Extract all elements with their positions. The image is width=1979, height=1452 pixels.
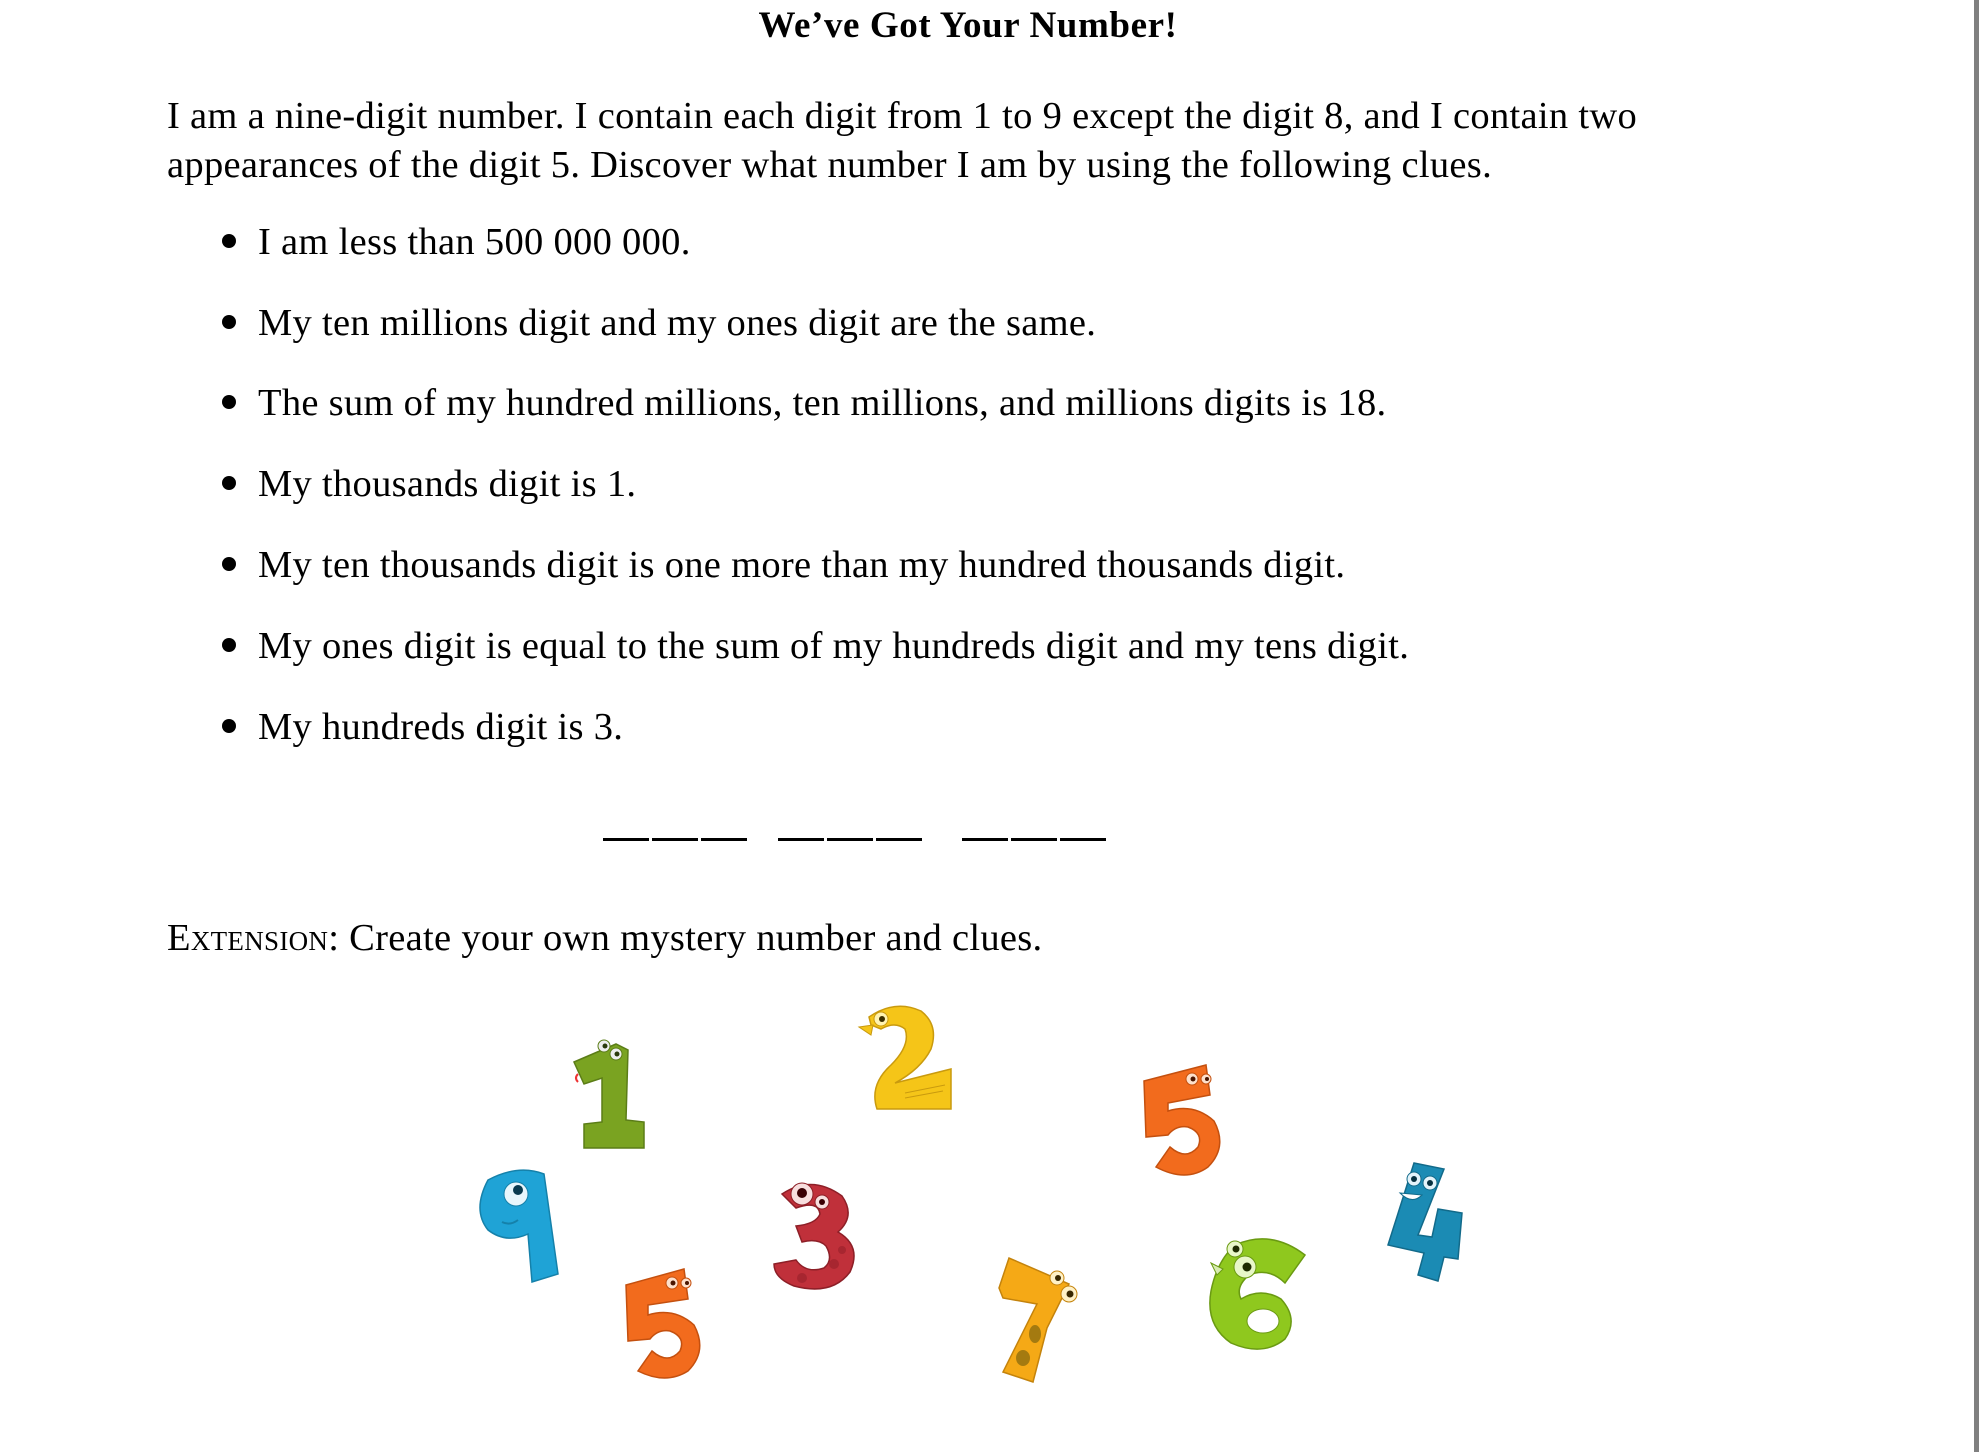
clue-text: My hundreds digit is 3. — [258, 706, 624, 748]
page-edge-divider — [1974, 0, 1979, 1452]
clue-text: I am less than 500 000 000. — [258, 221, 691, 263]
number-four-icon — [1388, 1163, 1464, 1281]
bullet-icon — [222, 719, 236, 733]
intro-line-1: I am a nine-digit number. I contain each digit from 1 to 9 except the digit 8, and I contain two — [167, 95, 1638, 137]
bullet-icon — [222, 315, 236, 329]
number-five-worm-icon — [1142, 1065, 1227, 1177]
clue-item — [222, 543, 1345, 587]
extension-text: Create your own mystery number and clues. — [339, 917, 1043, 959]
clue-item — [222, 381, 1386, 425]
bullet-icon — [222, 557, 236, 571]
number-three-monster-icon — [772, 1180, 858, 1290]
intro-line-2: appearances of the digit 5. Discover what number I am by using the following clues. — [167, 144, 1492, 186]
answer-blank[interactable] — [876, 838, 922, 841]
page-title: We’ve Got Your Number! — [758, 5, 1178, 46]
clue-item — [222, 705, 623, 749]
number-six-chameleon-icon — [1205, 1235, 1311, 1351]
number-two-duck-icon — [855, 1005, 955, 1115]
answer-blank[interactable] — [603, 838, 649, 841]
answer-blank[interactable] — [1011, 838, 1057, 841]
extension-label: Extension: — [167, 917, 340, 959]
answer-blank[interactable] — [962, 838, 1008, 841]
clue-item — [222, 220, 691, 264]
answer-blank[interactable] — [701, 838, 747, 841]
clue-text: My thousands digit is 1. — [258, 463, 637, 505]
answer-blank[interactable] — [827, 838, 873, 841]
number-nine-icon — [478, 1170, 560, 1288]
number-five-worm-icon — [622, 1265, 707, 1380]
bullet-icon — [222, 395, 236, 409]
clue-item — [222, 462, 636, 506]
bullet-icon — [222, 234, 236, 248]
clue-text: The sum of my hundred millions, ten millions, and millions digits is 18. — [258, 382, 1387, 424]
answer-blank[interactable] — [778, 838, 824, 841]
clue-text: My ones digit is equal to the sum of my hundreds digit and my tens digit. — [258, 625, 1410, 667]
clue-item — [222, 301, 1096, 345]
extension-prompt — [167, 916, 1042, 960]
answer-blank[interactable] — [652, 838, 698, 841]
clue-item — [222, 624, 1409, 668]
clue-text: My ten millions digit and my ones digit are the same. — [258, 302, 1097, 344]
answer-blank[interactable] — [1060, 838, 1106, 841]
clue-text: My ten thousands digit is one more than my hundred thousands digit. — [258, 544, 1346, 586]
number-one-snake-icon — [570, 1040, 650, 1150]
bullet-icon — [222, 638, 236, 652]
bullet-icon — [222, 476, 236, 490]
number-seven-giraffe-icon — [997, 1258, 1085, 1382]
intro-paragraph — [167, 92, 1787, 190]
